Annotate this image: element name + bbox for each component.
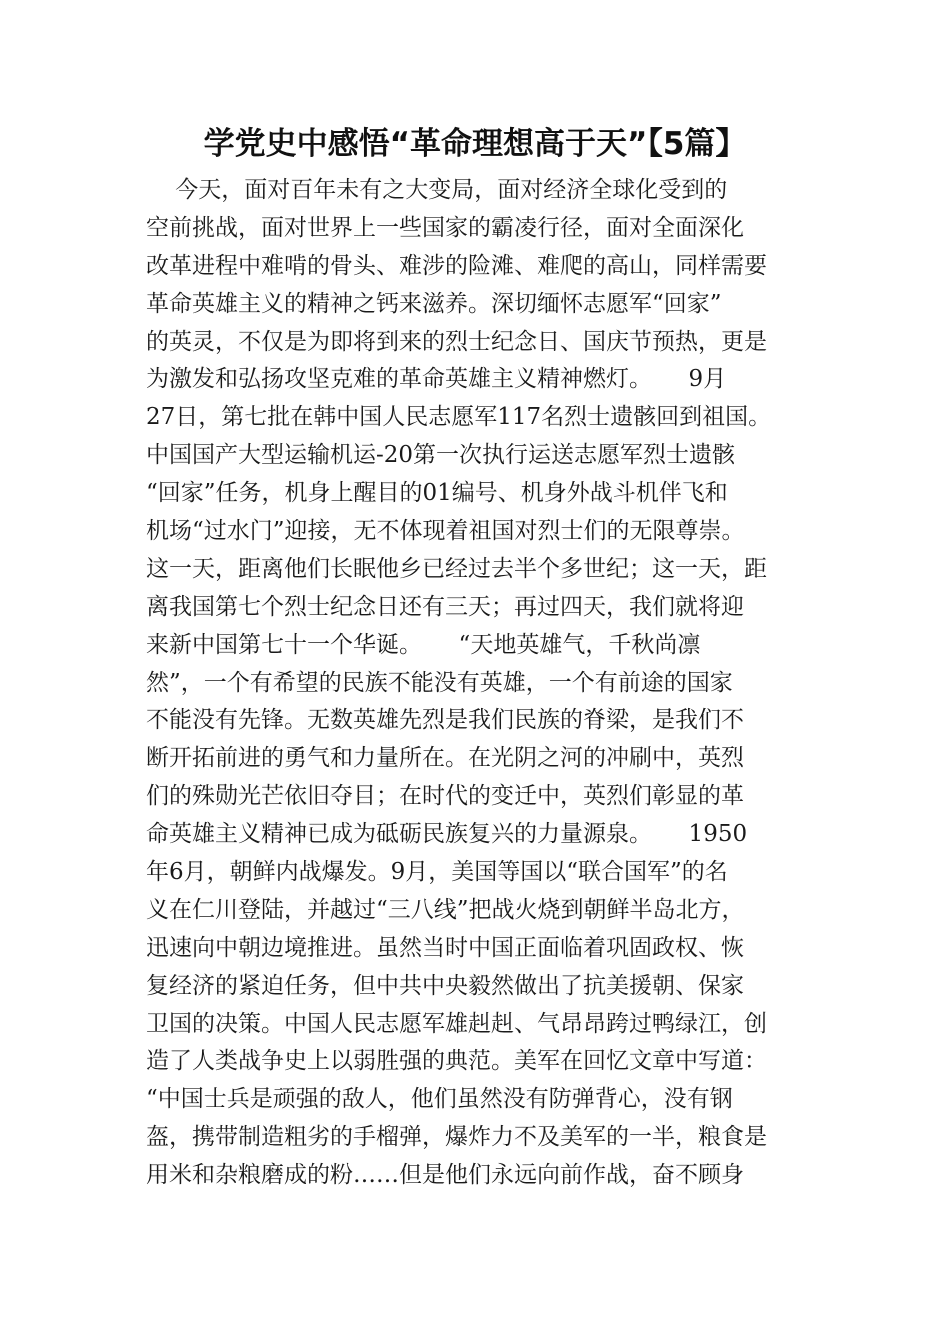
body-text-line: 盔，携带制造粗劣的手榴弹，爆炸力不及美军的一半，粮食是 xyxy=(146,1124,767,1151)
body-text-line: 27日，第七批在韩中国人民志愿军117名烈士遗骸回到祖国。 xyxy=(146,404,772,431)
body-text-line: 为激发和弘扬攻坚克难的革命英雄主义精神燃灯。 9月 xyxy=(146,366,727,393)
body-text-line: 空前挑战，面对世界上一些国家的霸凌行径，面对全面深化 xyxy=(146,214,744,241)
body-text-line: 革命英雄主义的精神之钙来滋养。深切缅怀志愿军“回家” xyxy=(146,290,722,317)
body-text-line: 的英灵，不仅是为即将到来的烈士纪念日、国庆节预热，更是 xyxy=(146,328,767,355)
body-text-line: 命英雄主义精神已成为砥砺民族复兴的力量源泉。 1950 xyxy=(146,821,748,848)
body-text-line: 义在仁川登陆，并越过“三八线”把战火烧到朝鲜半岛北方， xyxy=(146,896,745,923)
body-text-line: “回家”任务，机身上醒目的01编号、机身外战斗机伴飞和 xyxy=(146,480,728,507)
body-text-line: 机场“过水门”迎接，无不体现着祖国对烈士们的无限尊崇。 xyxy=(146,518,745,545)
document-body xyxy=(146,172,846,1195)
body-text-line: 这一天，距离他们长眠他乡已经过去半个多世纪；这一天，距 xyxy=(146,555,767,582)
body-text-line: 造了人类战争史上以弱胜强的典范。美军在回忆文章中写道： xyxy=(146,1048,767,1075)
body-text-line: “中国士兵是顽强的敌人，他们虽然没有防弹背心，没有钢 xyxy=(146,1086,733,1113)
body-text-line: 断开拓前进的勇气和力量所在。在光阴之河的冲刷中，英烈 xyxy=(146,745,744,772)
body-text-line: 迅速向中朝边境推进。虽然当时中国正面临着巩固政权、恢 xyxy=(146,934,744,961)
body-text-line: 今天，面对百年未有之大变局，面对经济全球化受到的 xyxy=(146,177,728,203)
body-text-line: 不能没有先锋。无数英雄先烈是我们民族的脊梁，是我们不 xyxy=(146,707,744,734)
body-text-line: 然”，一个有希望的民族不能没有英雄，一个有前途的国家 xyxy=(146,669,733,696)
body-text-line: 年6月，朝鲜内战爆发。9月，美国等国以“联合国军”的名 xyxy=(146,859,728,886)
body-text-line: 们的殊勋光芒依旧夺目；在时代的变迁中，英烈们彰显的革 xyxy=(146,783,744,810)
body-text-line: 改革进程中难啃的骨头、难涉的险滩、难爬的高山，同样需要 xyxy=(146,252,767,279)
body-text-line: 离我国第七个烈士纪念日还有三天；再过四天，我们就将迎 xyxy=(146,593,744,620)
body-text-line: 用米和杂粮磨成的粉……但是他们永远向前作战，奋不顾身 xyxy=(146,1162,744,1189)
body-text-line: 来新中国第七十一个华诞。 “天地英雄气，千秋尚凛 xyxy=(146,631,701,658)
body-text-line: 复经济的紧迫任务，但中共中央毅然做出了抗美援朝、保家 xyxy=(146,972,744,999)
body-text-line: 中国国产大型运输机运-20第一次执行运送志愿军烈士遗骸 xyxy=(146,442,736,469)
body-text-line: 卫国的决策。中国人民志愿军雄赳赳、气昂昂跨过鸭绿江，创 xyxy=(146,1010,767,1037)
document-title: 学党史中感悟“革命理想高于天”【5篇】 xyxy=(203,126,747,162)
